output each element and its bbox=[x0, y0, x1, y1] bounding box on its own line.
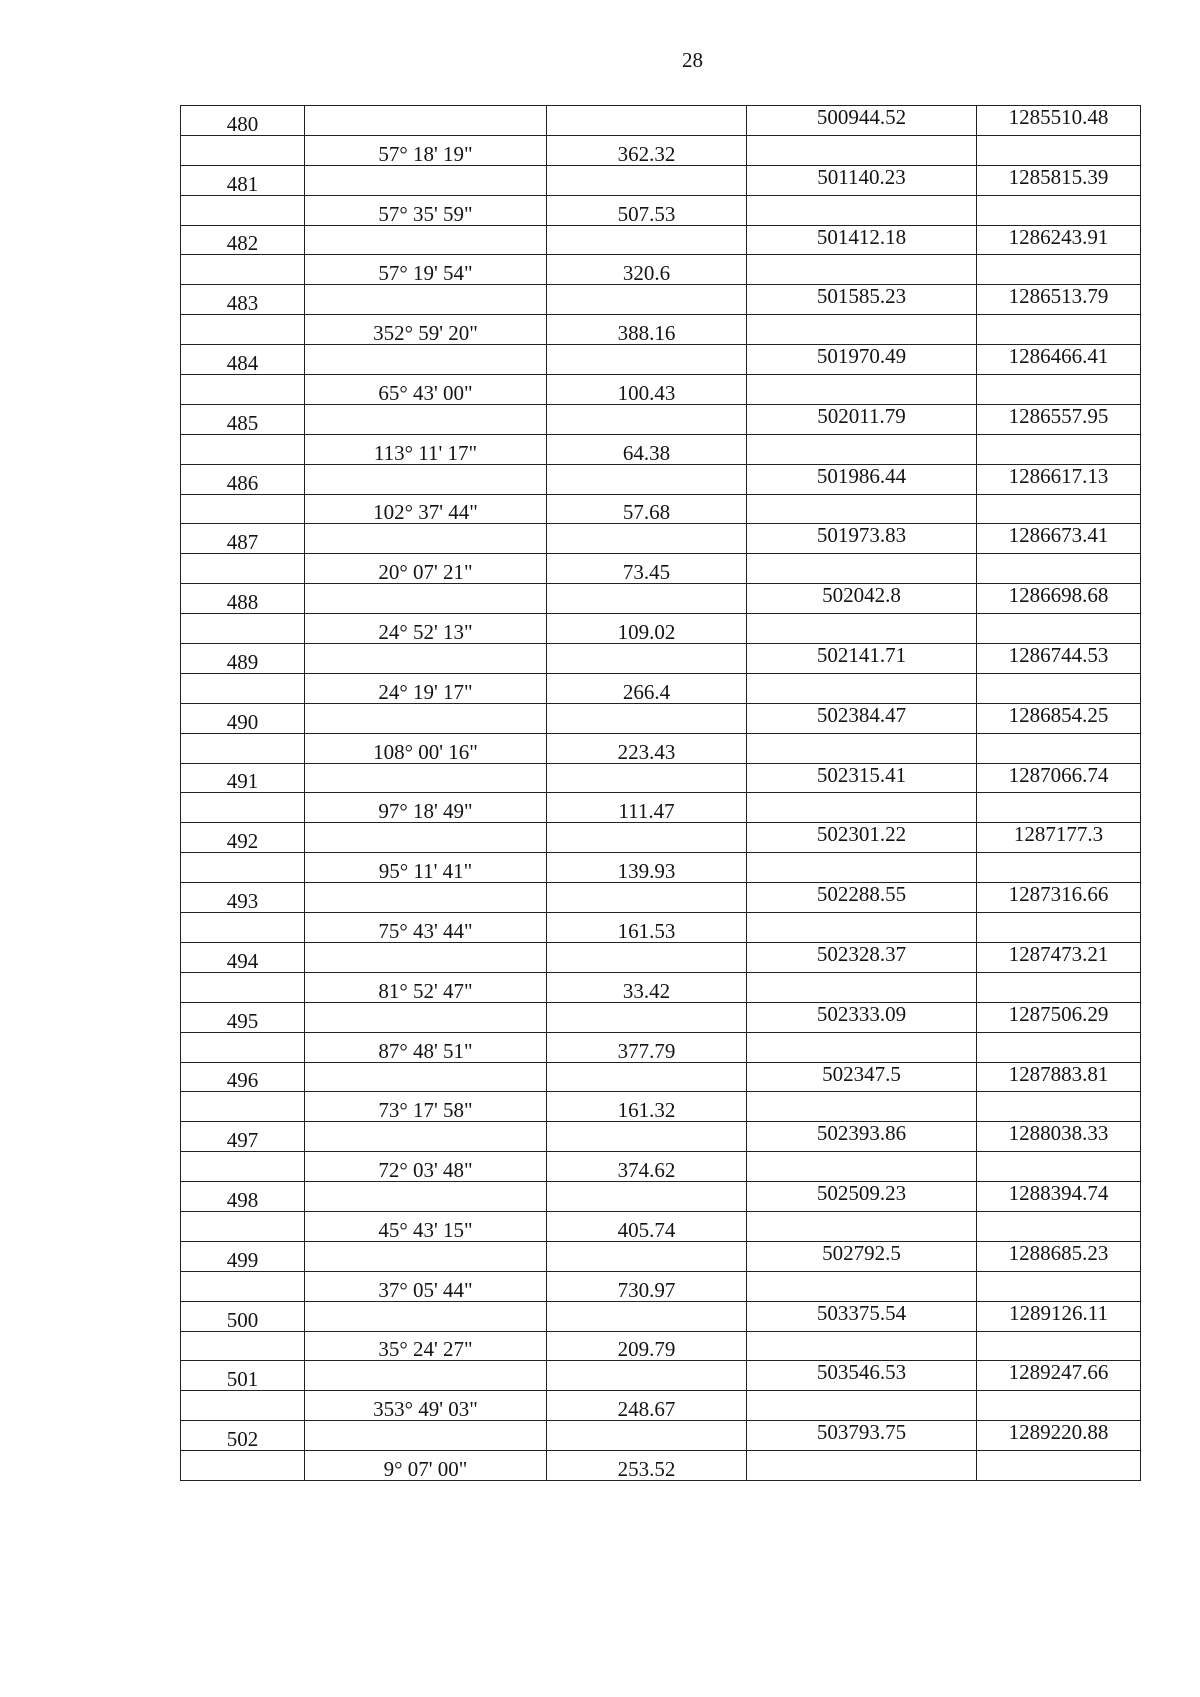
direction-angle: 95° 11' 41" bbox=[305, 853, 547, 883]
empty-cell bbox=[977, 1331, 1141, 1361]
direction-angle: 87° 48' 51" bbox=[305, 1032, 547, 1062]
empty-cell bbox=[547, 1361, 747, 1391]
empty-cell bbox=[977, 913, 1141, 943]
segment-row bbox=[181, 554, 1141, 584]
segment-length: 33.42 bbox=[547, 972, 747, 1002]
empty-cell bbox=[747, 135, 977, 165]
coordinate-y: 1286698.68 bbox=[977, 584, 1141, 614]
coordinate-x: 502384.47 bbox=[747, 703, 977, 733]
segment-row bbox=[181, 853, 1141, 883]
empty-cell bbox=[181, 1032, 305, 1062]
coordinate-x: 502288.55 bbox=[747, 883, 977, 913]
empty-cell bbox=[305, 1421, 547, 1451]
segment-row bbox=[181, 255, 1141, 285]
coordinate-x: 500944.52 bbox=[747, 106, 977, 136]
direction-angle: 81° 52' 47" bbox=[305, 972, 547, 1002]
point-number: 491 bbox=[181, 763, 305, 793]
empty-cell bbox=[305, 1241, 547, 1271]
point-row bbox=[181, 1182, 1141, 1212]
coordinate-x: 503793.75 bbox=[747, 1421, 977, 1451]
empty-cell bbox=[977, 255, 1141, 285]
empty-cell bbox=[547, 1062, 747, 1092]
empty-cell bbox=[747, 255, 977, 285]
empty-cell bbox=[747, 195, 977, 225]
empty-cell bbox=[977, 1211, 1141, 1241]
segment-length: 374.62 bbox=[547, 1152, 747, 1182]
direction-angle: 9° 07' 00" bbox=[305, 1451, 547, 1481]
empty-cell bbox=[547, 763, 747, 793]
coordinate-x: 502509.23 bbox=[747, 1182, 977, 1212]
direction-angle: 353° 49' 03" bbox=[305, 1391, 547, 1421]
coordinate-x: 501585.23 bbox=[747, 285, 977, 315]
empty-cell bbox=[305, 524, 547, 554]
empty-cell bbox=[181, 315, 305, 345]
coordinate-x: 501986.44 bbox=[747, 464, 977, 494]
direction-angle: 352° 59' 20" bbox=[305, 315, 547, 345]
empty-cell bbox=[977, 1032, 1141, 1062]
coordinate-x: 501973.83 bbox=[747, 524, 977, 554]
empty-cell bbox=[547, 404, 747, 434]
coordinate-y: 1286513.79 bbox=[977, 285, 1141, 315]
point-row bbox=[181, 1002, 1141, 1032]
segment-row bbox=[181, 315, 1141, 345]
point-number: 490 bbox=[181, 703, 305, 733]
empty-cell bbox=[305, 1301, 547, 1331]
empty-cell bbox=[547, 703, 747, 733]
empty-cell bbox=[181, 733, 305, 763]
empty-cell bbox=[181, 1451, 305, 1481]
coordinate-y: 1287883.81 bbox=[977, 1062, 1141, 1092]
point-row bbox=[181, 285, 1141, 315]
empty-cell bbox=[181, 614, 305, 644]
empty-cell bbox=[305, 703, 547, 733]
point-row bbox=[181, 703, 1141, 733]
direction-angle: 57° 35' 59" bbox=[305, 195, 547, 225]
empty-cell bbox=[547, 225, 747, 255]
empty-cell bbox=[977, 614, 1141, 644]
empty-cell bbox=[547, 1002, 747, 1032]
empty-cell bbox=[547, 823, 747, 853]
empty-cell bbox=[181, 1211, 305, 1241]
coordinate-y: 1286744.53 bbox=[977, 644, 1141, 674]
empty-cell bbox=[181, 494, 305, 524]
empty-cell bbox=[181, 793, 305, 823]
point-row bbox=[181, 1421, 1141, 1451]
direction-angle: 24° 52' 13" bbox=[305, 614, 547, 644]
segment-row bbox=[181, 972, 1141, 1002]
point-number: 494 bbox=[181, 942, 305, 972]
empty-cell bbox=[747, 1092, 977, 1122]
empty-cell bbox=[547, 285, 747, 315]
segment-length: 388.16 bbox=[547, 315, 747, 345]
empty-cell bbox=[181, 1092, 305, 1122]
empty-cell bbox=[305, 225, 547, 255]
empty-cell bbox=[305, 763, 547, 793]
coordinate-x: 502011.79 bbox=[747, 404, 977, 434]
empty-cell bbox=[305, 404, 547, 434]
empty-cell bbox=[181, 375, 305, 405]
empty-cell bbox=[977, 554, 1141, 584]
empty-cell bbox=[181, 1391, 305, 1421]
empty-cell bbox=[977, 793, 1141, 823]
point-number: 500 bbox=[181, 1301, 305, 1331]
coordinate-y: 1287316.66 bbox=[977, 883, 1141, 913]
point-number: 497 bbox=[181, 1122, 305, 1152]
segment-length: 209.79 bbox=[547, 1331, 747, 1361]
segment-length: 377.79 bbox=[547, 1032, 747, 1062]
empty-cell bbox=[977, 315, 1141, 345]
segment-length: 109.02 bbox=[547, 614, 747, 644]
point-row bbox=[181, 404, 1141, 434]
empty-cell bbox=[547, 1241, 747, 1271]
segment-length: 223.43 bbox=[547, 733, 747, 763]
empty-cell bbox=[181, 913, 305, 943]
empty-cell bbox=[747, 972, 977, 1002]
coordinate-y: 1286617.13 bbox=[977, 464, 1141, 494]
empty-cell bbox=[305, 1182, 547, 1212]
segment-row bbox=[181, 1451, 1141, 1481]
segment-row bbox=[181, 375, 1141, 405]
empty-cell bbox=[547, 165, 747, 195]
empty-cell bbox=[547, 644, 747, 674]
coordinate-x: 502042.8 bbox=[747, 584, 977, 614]
empty-cell bbox=[747, 1331, 977, 1361]
point-row bbox=[181, 883, 1141, 913]
coordinates-table bbox=[180, 105, 1141, 1481]
segment-length: 111.47 bbox=[547, 793, 747, 823]
point-number: 498 bbox=[181, 1182, 305, 1212]
empty-cell bbox=[181, 1331, 305, 1361]
empty-cell bbox=[977, 733, 1141, 763]
coordinate-y: 1287473.21 bbox=[977, 942, 1141, 972]
segment-row bbox=[181, 434, 1141, 464]
empty-cell bbox=[181, 853, 305, 883]
point-row bbox=[181, 644, 1141, 674]
direction-angle: 20° 07' 21" bbox=[305, 554, 547, 584]
direction-angle: 113° 11' 17" bbox=[305, 434, 547, 464]
segment-row bbox=[181, 195, 1141, 225]
point-row bbox=[181, 1301, 1141, 1331]
segment-length: 730.97 bbox=[547, 1271, 747, 1301]
coordinate-y: 1285815.39 bbox=[977, 165, 1141, 195]
direction-angle: 57° 19' 54" bbox=[305, 255, 547, 285]
point-row bbox=[181, 1361, 1141, 1391]
empty-cell bbox=[547, 1122, 747, 1152]
segment-row bbox=[181, 673, 1141, 703]
direction-angle: 45° 43' 15" bbox=[305, 1211, 547, 1241]
empty-cell bbox=[181, 972, 305, 1002]
point-number: 496 bbox=[181, 1062, 305, 1092]
segment-row bbox=[181, 1271, 1141, 1301]
point-number: 501 bbox=[181, 1361, 305, 1391]
empty-cell bbox=[747, 1152, 977, 1182]
empty-cell bbox=[181, 1152, 305, 1182]
coordinate-y: 1289126.11 bbox=[977, 1301, 1141, 1331]
segment-length: 405.74 bbox=[547, 1211, 747, 1241]
page-number: 28 bbox=[682, 48, 703, 72]
empty-cell bbox=[977, 1152, 1141, 1182]
point-row bbox=[181, 165, 1141, 195]
point-number: 484 bbox=[181, 345, 305, 375]
empty-cell bbox=[747, 793, 977, 823]
direction-angle: 37° 05' 44" bbox=[305, 1271, 547, 1301]
segment-row bbox=[181, 1152, 1141, 1182]
direction-angle: 35° 24' 27" bbox=[305, 1331, 547, 1361]
segment-row bbox=[181, 1211, 1141, 1241]
segment-row bbox=[181, 1032, 1141, 1062]
segment-length: 64.38 bbox=[547, 434, 747, 464]
segment-row bbox=[181, 135, 1141, 165]
coordinate-x: 502333.09 bbox=[747, 1002, 977, 1032]
empty-cell bbox=[181, 554, 305, 584]
empty-cell bbox=[181, 135, 305, 165]
coordinate-x: 502347.5 bbox=[747, 1062, 977, 1092]
point-number: 499 bbox=[181, 1241, 305, 1271]
segment-length: 100.43 bbox=[547, 375, 747, 405]
segment-length: 320.6 bbox=[547, 255, 747, 285]
coordinate-x: 503375.54 bbox=[747, 1301, 977, 1331]
empty-cell bbox=[747, 554, 977, 584]
empty-cell bbox=[305, 1062, 547, 1092]
point-number: 493 bbox=[181, 883, 305, 913]
empty-cell bbox=[977, 135, 1141, 165]
point-row bbox=[181, 524, 1141, 554]
direction-angle: 75° 43' 44" bbox=[305, 913, 547, 943]
coordinate-y: 1286557.95 bbox=[977, 404, 1141, 434]
segment-length: 266.4 bbox=[547, 673, 747, 703]
coordinate-y: 1288394.74 bbox=[977, 1182, 1141, 1212]
point-number: 502 bbox=[181, 1421, 305, 1451]
segment-row bbox=[181, 1391, 1141, 1421]
segment-row bbox=[181, 1092, 1141, 1122]
direction-angle: 97° 18' 49" bbox=[305, 793, 547, 823]
empty-cell bbox=[747, 434, 977, 464]
empty-cell bbox=[181, 255, 305, 285]
segment-length: 362.32 bbox=[547, 135, 747, 165]
empty-cell bbox=[305, 883, 547, 913]
empty-cell bbox=[747, 315, 977, 345]
coordinate-x: 502393.86 bbox=[747, 1122, 977, 1152]
point-row bbox=[181, 584, 1141, 614]
coordinate-x: 502141.71 bbox=[747, 644, 977, 674]
coordinate-y: 1286854.25 bbox=[977, 703, 1141, 733]
segment-length: 139.93 bbox=[547, 853, 747, 883]
empty-cell bbox=[305, 823, 547, 853]
empty-cell bbox=[977, 195, 1141, 225]
point-number: 492 bbox=[181, 823, 305, 853]
empty-cell bbox=[547, 942, 747, 972]
point-row bbox=[181, 464, 1141, 494]
empty-cell bbox=[747, 733, 977, 763]
empty-cell bbox=[181, 195, 305, 225]
empty-cell bbox=[977, 673, 1141, 703]
point-number: 483 bbox=[181, 285, 305, 315]
empty-cell bbox=[747, 1451, 977, 1481]
empty-cell bbox=[977, 972, 1141, 1002]
point-number: 485 bbox=[181, 404, 305, 434]
segment-length: 161.32 bbox=[547, 1092, 747, 1122]
coordinate-y: 1288038.33 bbox=[977, 1122, 1141, 1152]
segment-length: 57.68 bbox=[547, 494, 747, 524]
direction-angle: 65° 43' 00" bbox=[305, 375, 547, 405]
direction-angle: 108° 00' 16" bbox=[305, 733, 547, 763]
direction-angle: 72° 03' 48" bbox=[305, 1152, 547, 1182]
coordinate-y: 1286673.41 bbox=[977, 524, 1141, 554]
empty-cell bbox=[547, 345, 747, 375]
empty-cell bbox=[747, 1391, 977, 1421]
coordinate-y: 1286243.91 bbox=[977, 225, 1141, 255]
empty-cell bbox=[977, 494, 1141, 524]
point-row bbox=[181, 225, 1141, 255]
coordinate-y: 1287066.74 bbox=[977, 763, 1141, 793]
point-number: 480 bbox=[181, 106, 305, 136]
segment-length: 161.53 bbox=[547, 913, 747, 943]
point-number: 487 bbox=[181, 524, 305, 554]
coordinate-y: 1286466.41 bbox=[977, 345, 1141, 375]
coordinate-x: 503546.53 bbox=[747, 1361, 977, 1391]
segment-length: 248.67 bbox=[547, 1391, 747, 1421]
segment-row bbox=[181, 733, 1141, 763]
point-number: 481 bbox=[181, 165, 305, 195]
point-row bbox=[181, 823, 1141, 853]
empty-cell bbox=[747, 494, 977, 524]
point-number: 489 bbox=[181, 644, 305, 674]
point-row bbox=[181, 763, 1141, 793]
empty-cell bbox=[747, 375, 977, 405]
coordinate-y: 1287506.29 bbox=[977, 1002, 1141, 1032]
direction-angle: 57° 18' 19" bbox=[305, 135, 547, 165]
coordinate-x: 502315.41 bbox=[747, 763, 977, 793]
segment-row bbox=[181, 1331, 1141, 1361]
empty-cell bbox=[747, 673, 977, 703]
empty-cell bbox=[747, 1032, 977, 1062]
segment-length: 253.52 bbox=[547, 1451, 747, 1481]
empty-cell bbox=[747, 614, 977, 644]
direction-angle: 102° 37' 44" bbox=[305, 494, 547, 524]
point-row bbox=[181, 1122, 1141, 1152]
empty-cell bbox=[305, 285, 547, 315]
segment-row bbox=[181, 793, 1141, 823]
coordinate-x: 502301.22 bbox=[747, 823, 977, 853]
empty-cell bbox=[305, 1122, 547, 1152]
empty-cell bbox=[977, 1451, 1141, 1481]
empty-cell bbox=[305, 464, 547, 494]
empty-cell bbox=[977, 1271, 1141, 1301]
empty-cell bbox=[547, 1421, 747, 1451]
empty-cell bbox=[305, 584, 547, 614]
empty-cell bbox=[977, 375, 1141, 405]
table-body bbox=[181, 106, 1141, 1481]
empty-cell bbox=[977, 1391, 1141, 1421]
empty-cell bbox=[747, 853, 977, 883]
coordinate-x: 501140.23 bbox=[747, 165, 977, 195]
point-number: 495 bbox=[181, 1002, 305, 1032]
empty-cell bbox=[747, 913, 977, 943]
segment-row bbox=[181, 913, 1141, 943]
empty-cell bbox=[181, 673, 305, 703]
empty-cell bbox=[305, 165, 547, 195]
empty-cell bbox=[181, 1271, 305, 1301]
empty-cell bbox=[977, 853, 1141, 883]
empty-cell bbox=[547, 1301, 747, 1331]
empty-cell bbox=[547, 464, 747, 494]
point-number: 482 bbox=[181, 225, 305, 255]
empty-cell bbox=[977, 1092, 1141, 1122]
point-row bbox=[181, 1062, 1141, 1092]
coordinate-y: 1288685.23 bbox=[977, 1241, 1141, 1271]
direction-angle: 24° 19' 17" bbox=[305, 673, 547, 703]
coordinate-y: 1285510.48 bbox=[977, 106, 1141, 136]
empty-cell bbox=[305, 1002, 547, 1032]
point-row bbox=[181, 345, 1141, 375]
empty-cell bbox=[547, 1182, 747, 1212]
coordinate-x: 502328.37 bbox=[747, 942, 977, 972]
direction-angle: 73° 17' 58" bbox=[305, 1092, 547, 1122]
coordinate-x: 502792.5 bbox=[747, 1241, 977, 1271]
segment-row bbox=[181, 494, 1141, 524]
coordinate-x: 501412.18 bbox=[747, 225, 977, 255]
empty-cell bbox=[547, 106, 747, 136]
point-number: 488 bbox=[181, 584, 305, 614]
empty-cell bbox=[977, 434, 1141, 464]
point-row bbox=[181, 942, 1141, 972]
empty-cell bbox=[305, 644, 547, 674]
point-number: 486 bbox=[181, 464, 305, 494]
empty-cell bbox=[547, 883, 747, 913]
coordinate-x: 501970.49 bbox=[747, 345, 977, 375]
coordinate-y: 1289247.66 bbox=[977, 1361, 1141, 1391]
empty-cell bbox=[181, 434, 305, 464]
empty-cell bbox=[305, 345, 547, 375]
point-row bbox=[181, 106, 1141, 136]
empty-cell bbox=[547, 524, 747, 554]
empty-cell bbox=[747, 1271, 977, 1301]
empty-cell bbox=[747, 1211, 977, 1241]
coordinate-y: 1287177.3 bbox=[977, 823, 1141, 853]
segment-length: 507.53 bbox=[547, 195, 747, 225]
point-row bbox=[181, 1241, 1141, 1271]
empty-cell bbox=[547, 584, 747, 614]
segment-length: 73.45 bbox=[547, 554, 747, 584]
empty-cell bbox=[305, 942, 547, 972]
coordinate-y: 1289220.88 bbox=[977, 1421, 1141, 1451]
segment-row bbox=[181, 614, 1141, 644]
empty-cell bbox=[305, 1361, 547, 1391]
empty-cell bbox=[305, 106, 547, 136]
